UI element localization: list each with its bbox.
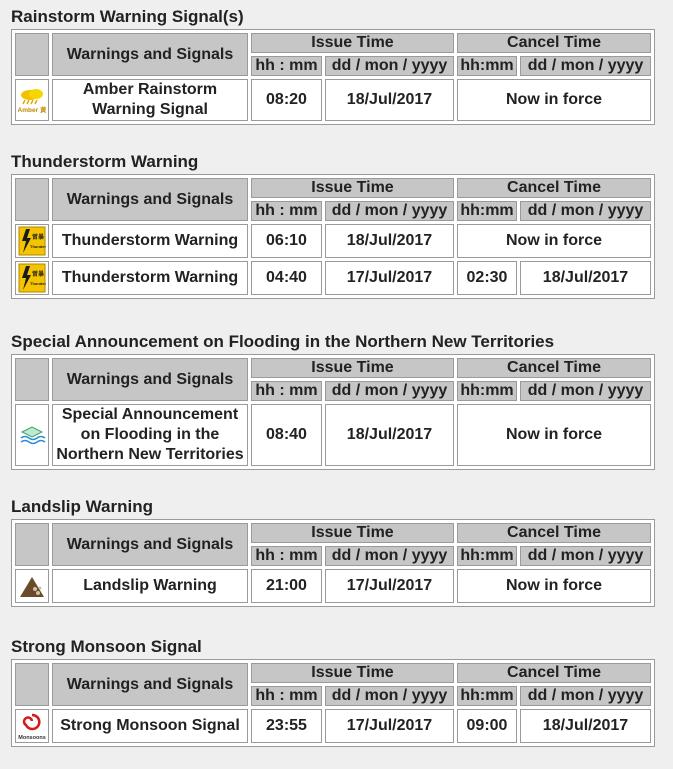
issue-hhmm-header: hh : mm [251,381,322,401]
cancel-status: Now in force [457,79,651,121]
issue-date: 17/Jul/2017 [325,709,454,743]
warnings-signals-header: Warnings and Signals [52,358,248,401]
monsoon-icon [15,709,49,743]
icon-header [15,358,49,401]
warning-name: Thunderstorm Warning [52,261,248,295]
table-row [15,404,651,466]
cancel-date-header: dd / mon / yyyy [520,686,651,706]
landslip-icon [15,569,49,603]
issue-hhmm-header: hh : mm [251,686,322,706]
cancel-time-header: Cancel Time [457,33,651,53]
cancel-hhmm-header: hh:mm [457,201,517,221]
warning-table [11,519,655,607]
cancel-time: 09:00 [457,709,517,743]
table-row [15,79,651,121]
thunderstorm-icon [15,261,49,295]
table-row [15,261,651,295]
warning-table [11,659,655,747]
cancel-time-header: Cancel Time [457,358,651,378]
svg-text:Thunder: Thunder [30,244,46,249]
cancel-hhmm-header: hh:mm [457,56,517,76]
issue-date-header: dd / mon / yyyy [325,546,454,566]
warnings-signals-header: Warnings and Signals [52,178,248,221]
section-title: Strong Monsoon Signal [11,637,202,656]
issue-date-header: dd / mon / yyyy [325,686,454,706]
issue-hhmm-header: hh : mm [251,56,322,76]
icon-header [15,33,49,76]
issue-date: 18/Jul/2017 [325,404,454,466]
issue-date: 18/Jul/2017 [325,224,454,258]
cancel-time: 02:30 [457,261,517,295]
cancel-hhmm-header: hh:mm [457,686,517,706]
warning-name: Strong Monsoon Signal [52,709,248,743]
icon-header [15,663,49,706]
issue-time: 08:40 [251,404,322,466]
table-row [15,709,651,743]
cancel-status: Now in force [457,404,651,466]
icon-header [15,523,49,566]
svg-text:Thunder: Thunder [30,281,46,286]
section-title: Thunderstorm Warning [11,152,199,171]
cancel-time-header: Cancel Time [457,178,651,198]
cancel-date: 18/Jul/2017 [520,709,651,743]
issue-time: 04:40 [251,261,322,295]
warnings-signals-header: Warnings and Signals [52,33,248,76]
flooding-icon [15,404,49,466]
issue-time: 08:20 [251,79,322,121]
issue-hhmm-header: hh : mm [251,201,322,221]
cancel-date-header: dd / mon / yyyy [520,201,651,221]
cancel-date-header: dd / mon / yyyy [520,381,651,401]
amber-rainstorm-icon [15,79,49,121]
warning-name: Thunderstorm Warning [52,224,248,258]
issue-date-header: dd / mon / yyyy [325,201,454,221]
issue-date: 17/Jul/2017 [325,569,454,603]
svg-text:Amber 黃: Amber 黃 [18,107,46,113]
svg-text:雷暴: 雷暴 [31,272,45,278]
issue-time-header: Issue Time [251,178,454,198]
issue-date-header: dd / mon / yyyy [325,381,454,401]
warning-name: Landslip Warning [52,569,248,603]
issue-time: 23:55 [251,709,322,743]
warnings-signals-header: Warnings and Signals [52,663,248,706]
warning-table [11,29,655,125]
issue-date: 17/Jul/2017 [325,261,454,295]
issue-date: 18/Jul/2017 [325,79,454,121]
svg-text:Monsoons: Monsoons [18,735,46,741]
table-row [15,569,651,603]
warnings-signals-header: Warnings and Signals [52,523,248,566]
warning-name: Special Announcement on Flooding in the Northern New Territories [52,404,248,466]
svg-text:雷暴: 雷暴 [31,235,45,241]
table-row [15,224,651,258]
issue-time-header: Issue Time [251,33,454,53]
issue-time-header: Issue Time [251,358,454,378]
issue-time: 21:00 [251,569,322,603]
issue-hhmm-header: hh : mm [251,546,322,566]
issue-time-header: Issue Time [251,523,454,543]
cancel-status: Now in force [457,569,651,603]
section-title: Landslip Warning [11,497,153,516]
icon-header [15,178,49,221]
cancel-hhmm-header: hh:mm [457,381,517,401]
issue-time: 06:10 [251,224,322,258]
warning-name: Amber Rainstorm Warning Signal [52,79,248,121]
cancel-status: Now in force [457,224,651,258]
issue-time-header: Issue Time [251,663,454,683]
issue-date-header: dd / mon / yyyy [325,56,454,76]
cancel-time-header: Cancel Time [457,523,651,543]
cancel-date: 18/Jul/2017 [520,261,651,295]
warning-table [11,354,655,470]
cancel-hhmm-header: hh:mm [457,546,517,566]
cancel-date-header: dd / mon / yyyy [520,56,651,76]
warning-table [11,174,655,299]
section-title: Special Announcement on Flooding in the Northern New Territories [11,332,555,351]
cancel-date-header: dd / mon / yyyy [520,546,651,566]
cancel-time-header: Cancel Time [457,663,651,683]
section-title: Rainstorm Warning Signal(s) [11,7,244,26]
thunderstorm-icon [15,224,49,258]
